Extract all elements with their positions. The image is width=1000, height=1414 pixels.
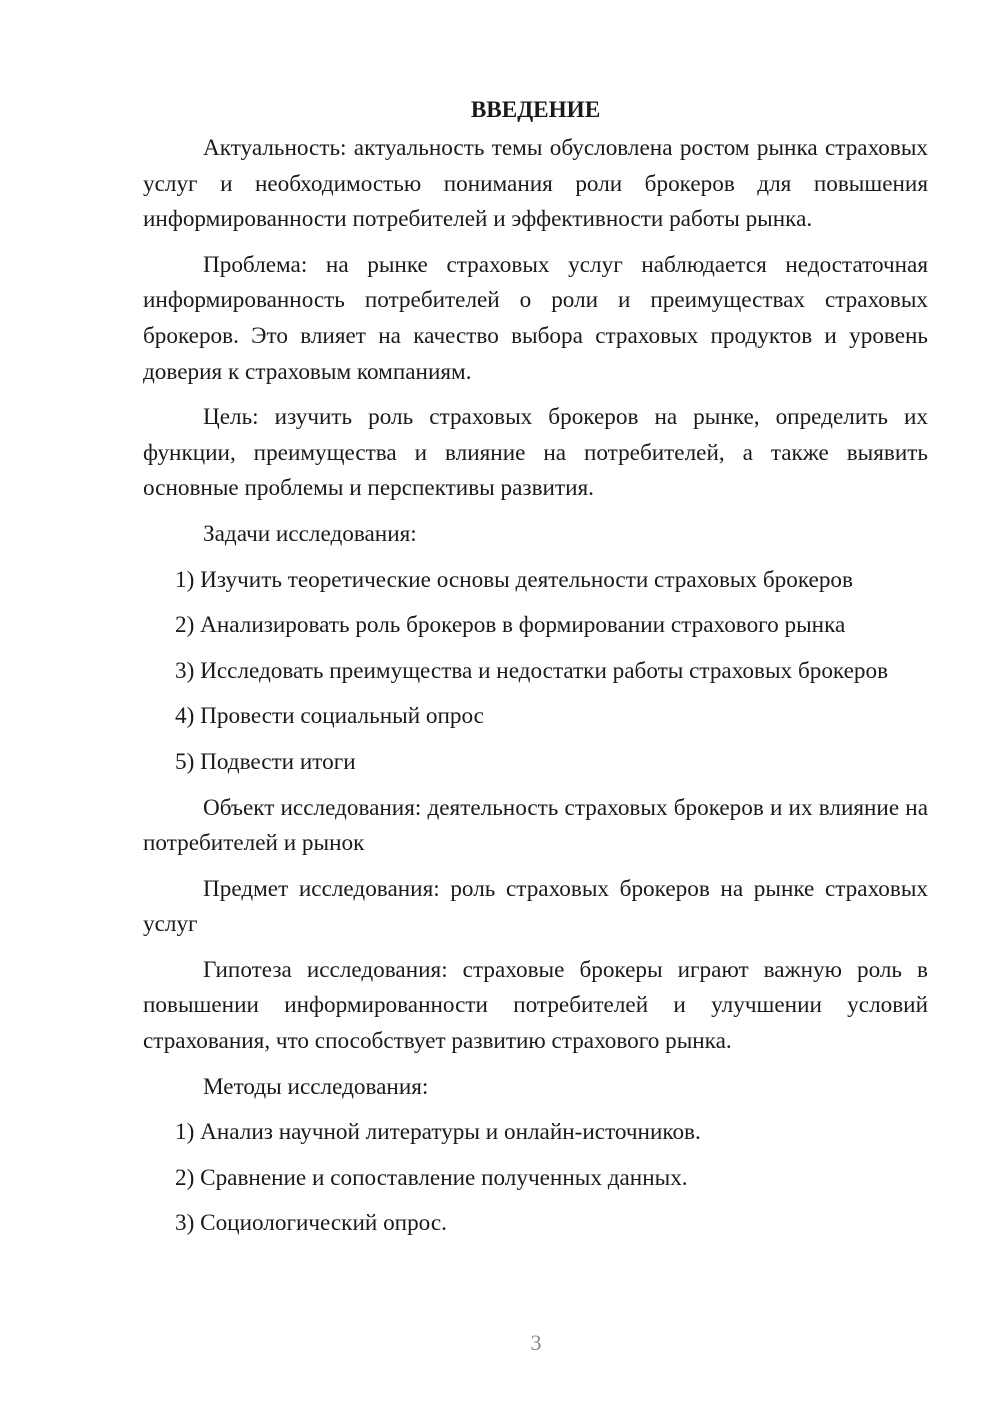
- section-title: ВВЕДЕНИЕ: [470, 97, 601, 123]
- method-item-2: 2) Сравнение и сопоставление полученных данных.: [175, 1164, 688, 1191]
- paragraph-hypothesis: Гипотеза исследования: страховые брокеры играют важную роль в повышении информированности потребителей и улучшении условий страхования, что способствует развитию страхового рынка.: [143, 956, 928, 1055]
- task-item-3: 3) Исследовать преимущества и недостатки работы страховых брокеров: [175, 657, 889, 684]
- method-item-1: 1) Анализ научной литературы и онлайн-источников.: [175, 1119, 701, 1146]
- task-item-4: 4) Провести социальный опрос: [175, 703, 484, 730]
- paragraph-subject: Предмет исследования: роль страховых брокеров на рынке страховых услуг: [143, 875, 928, 938]
- task-item-1: 1) Изучить теоретические основы деятельности страховых брокеров: [175, 566, 853, 593]
- method-item-3: 3) Социологический опрос.: [175, 1210, 447, 1237]
- paragraph-relevance: Актуальность: актуальность темы обусловлена ростом рынка страховых услуг и необходимостью понимания роли брокеров для повышения информированности потребителей и эффективности работы рынка.: [143, 135, 928, 233]
- paragraph-goal: Цель: изучить роль страховых брокеров на рынке, определить их функции, преимущества и влияние на потребителей, а также выявить основные проблемы и перспективы развития.: [143, 404, 928, 502]
- page-content: [143, 92, 928, 1252]
- task-item-5: 5) Подвести итоги: [175, 748, 356, 775]
- paragraph-methods-heading: Методы исследования:: [203, 1073, 429, 1100]
- page-number: 3: [530, 1330, 542, 1355]
- task-item-2: 2) Анализировать роль брокеров в формировании страхового рынка: [175, 612, 846, 639]
- paragraph-object: Объект исследования: деятельность страховых брокеров и их влияние на потребителей и рынок: [143, 794, 928, 857]
- paragraph-tasks-heading: Задачи исследования:: [203, 520, 417, 547]
- paragraph-problem: Проблема: на рынке страховых услуг наблюдается недостаточная информированность потребителей о роли и преимуществах страховых брокеров. Это влияет на качество выбора страховых продуктов и уровень доверия к страховым компаниям.: [143, 251, 928, 385]
